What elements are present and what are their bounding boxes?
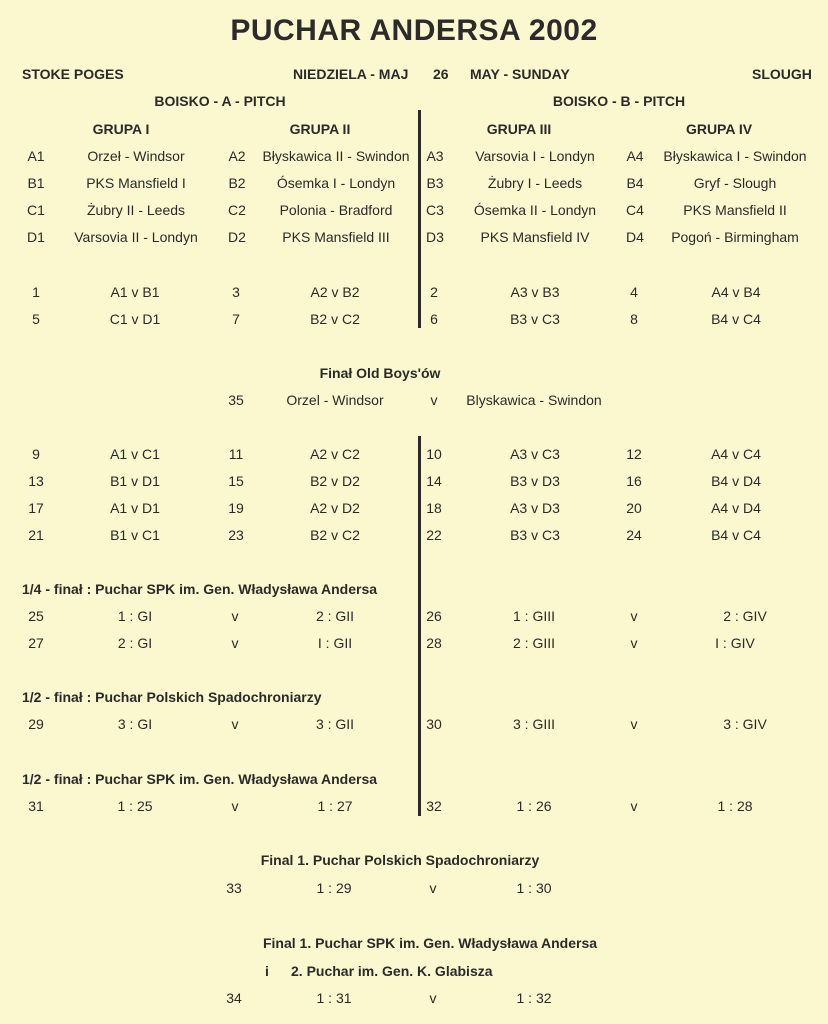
versus: v	[231, 716, 239, 732]
match-slot: 3 : GII	[315, 716, 355, 732]
final-para-heading: Final 1. Puchar Polskich Spadochroniarzy	[260, 852, 540, 868]
match-number: 20	[626, 500, 642, 516]
match-slot: 1 : 30	[516, 880, 552, 896]
team-code: C2	[228, 202, 246, 218]
team-code: B3	[426, 175, 444, 191]
versus: v	[630, 635, 638, 651]
match-slot: 1 : 27	[317, 798, 353, 814]
match-slot: I : GII	[317, 635, 353, 651]
match-pairing: C1 v D1	[109, 311, 161, 327]
match-number: 31	[28, 798, 44, 814]
match-number: 6	[430, 311, 438, 327]
date-polish: NIEDZIELA - MAJ	[293, 66, 409, 82]
match-pairing: A2 v C2	[310, 446, 360, 462]
match-pairing: B2 v D2	[310, 473, 360, 489]
team-code: D4	[626, 229, 644, 245]
team-code: A1	[27, 148, 45, 164]
team-code: C4	[626, 202, 644, 218]
match-pairing: B4 v D4	[711, 473, 761, 489]
team-name: Błyskawica I - Swindon	[663, 148, 807, 164]
match-number: 21	[28, 527, 44, 543]
match-pairing: A3 v D3	[510, 500, 560, 516]
pitch-b-heading: BOISKO - B - PITCH	[552, 93, 686, 109]
match-number: 35	[228, 392, 244, 408]
team-code: B2	[228, 175, 246, 191]
old-boys-team-2: Blyskawica - Swindon	[466, 392, 602, 408]
match-number: 34	[226, 990, 242, 1006]
versus: v	[630, 716, 638, 732]
pitch-divider-bottom	[418, 436, 421, 816]
match-number: 5	[32, 311, 40, 327]
group-2-heading: GRUPA II	[289, 121, 351, 137]
match-number: 9	[32, 446, 40, 462]
match-number: 7	[232, 311, 240, 327]
match-pairing: B1 v C1	[110, 527, 160, 543]
pitch-a-heading: BOISKO - A - PITCH	[154, 93, 286, 109]
semi-final-para-heading: 1/2 - finał : Puchar Polskich Spadochroniarzy	[22, 689, 322, 705]
match-number: 15	[228, 473, 244, 489]
match-number: 22	[426, 527, 442, 543]
team-code: C3	[426, 202, 444, 218]
old-boys-team-1: Orzel - Windsor	[286, 392, 384, 408]
match-pairing: A2 v B2	[310, 284, 360, 300]
team-code: D2	[228, 229, 246, 245]
page-title: PUCHAR ANDERSA 2002	[230, 14, 598, 47]
team-name: Błyskawica II - Swindon	[262, 148, 410, 164]
versus: v	[430, 392, 438, 408]
group-4-heading: GRUPA IV	[685, 121, 753, 137]
match-pairing: B4 v C4	[711, 311, 761, 327]
final-spk-heading: Final 1. Puchar SPK im. Gen. Władysława Andersa	[262, 935, 598, 951]
match-number: 19	[228, 500, 244, 516]
match-number: 18	[426, 500, 442, 516]
match-number: 26	[426, 608, 442, 624]
date-english: MAY - SUNDAY	[470, 66, 570, 82]
match-pairing: B1 v D1	[110, 473, 160, 489]
team-name: Polonia - Bradford	[279, 202, 393, 218]
team-code: A3	[426, 148, 444, 164]
versus: v	[231, 798, 239, 814]
match-number: 33	[226, 880, 242, 896]
match-number: 16	[626, 473, 642, 489]
match-slot: 1 : 26	[516, 798, 552, 814]
team-code: A2	[228, 148, 246, 164]
team-code: D1	[27, 229, 45, 245]
team-code: B1	[27, 175, 45, 191]
match-slot: 1 : GI	[117, 608, 153, 624]
match-number: 30	[426, 716, 442, 732]
team-name: PKS Mansfield II	[683, 202, 787, 218]
match-number: 13	[28, 473, 44, 489]
match-number: 17	[28, 500, 44, 516]
match-pairing: A3 v B3	[510, 284, 560, 300]
match-pairing: A3 v C3	[510, 446, 560, 462]
venue-right: SLOUGH	[752, 66, 812, 82]
team-code: D3	[426, 229, 444, 245]
quarter-final-heading: 1/4 - finał : Puchar SPK im. Gen. Władysława Andersa	[22, 581, 378, 597]
match-pairing: A1 v C1	[110, 446, 160, 462]
team-name: PKS Mansfield III	[282, 229, 390, 245]
versus: v	[231, 635, 239, 651]
match-slot: 1 : 32	[516, 990, 552, 1006]
final-spk-conjunction: i	[265, 963, 269, 979]
match-slot: 3 : GIII	[512, 716, 556, 732]
team-name: Varsovia I - Londyn	[475, 148, 595, 164]
match-number: 27	[28, 635, 44, 651]
match-slot: 2 : GIII	[512, 635, 556, 651]
match-slot: 2 : GI	[117, 635, 153, 651]
match-slot: I : GIV	[715, 635, 755, 651]
group-3-heading: GRUPA III	[486, 121, 552, 137]
match-slot: 2 : GII	[315, 608, 355, 624]
team-name: Orzeł - Windsor	[87, 148, 185, 164]
match-slot: 1 : 28	[717, 798, 753, 814]
team-name: Żubry I - Leeds	[487, 175, 583, 191]
versus: v	[630, 608, 638, 624]
team-code: B4	[626, 175, 644, 191]
final-spk-second-cup: 2. Puchar im. Gen. K. Glabisza	[291, 963, 493, 979]
match-number: 25	[28, 608, 44, 624]
pitch-divider-top	[418, 110, 421, 328]
match-slot: 3 : GI	[117, 716, 153, 732]
group-1-heading: GRUPA I	[92, 121, 150, 137]
versus: v	[429, 990, 437, 1006]
match-pairing: B2 v C2	[310, 311, 360, 327]
match-number: 12	[626, 446, 642, 462]
match-number: 32	[426, 798, 442, 814]
match-slot: 3 : GIV	[723, 716, 767, 732]
match-number: 23	[228, 527, 244, 543]
date-day: 26	[433, 66, 449, 82]
match-number: 29	[28, 716, 44, 732]
match-number: 4	[630, 284, 638, 300]
match-slot: 1 : 31	[316, 990, 352, 1006]
team-name: Żubry II - Leeds	[86, 202, 186, 218]
match-slot: 1 : 25	[117, 798, 153, 814]
versus: v	[630, 798, 638, 814]
team-name: Ósemka I - Londyn	[276, 175, 396, 191]
match-pairing: A1 v D1	[110, 500, 160, 516]
versus: v	[231, 608, 239, 624]
match-number: 11	[228, 446, 244, 462]
match-slot: 1 : 29	[316, 880, 352, 896]
match-slot: 1 : GIII	[512, 608, 556, 624]
team-name: Varsovia II - Londyn	[74, 229, 198, 245]
match-pairing: A1 v B1	[110, 284, 160, 300]
match-pairing: B4 v C4	[711, 527, 761, 543]
venue-left: STOKE POGES	[22, 66, 124, 82]
team-name: Ósemka II - Londyn	[473, 202, 597, 218]
match-number: 1	[32, 284, 40, 300]
match-number: 3	[232, 284, 240, 300]
match-pairing: A4 v B4	[711, 284, 761, 300]
semi-final-spk-heading: 1/2 - finał : Puchar SPK im. Gen. Władysława Andersa	[22, 771, 378, 787]
match-number: 14	[426, 473, 442, 489]
team-name: PKS Mansfield IV	[480, 229, 590, 245]
team-code: C1	[27, 202, 45, 218]
match-number: 8	[630, 311, 638, 327]
old-boys-heading: Finał Old Boys'ów	[319, 365, 441, 381]
team-name: Pogoń - Birmingham	[671, 229, 799, 245]
match-pairing: B3 v D3	[510, 473, 560, 489]
team-code: A4	[626, 148, 644, 164]
team-name: Gryf - Slough	[693, 175, 777, 191]
match-pairing: A2 v D2	[310, 500, 360, 516]
versus: v	[429, 880, 437, 896]
match-number: 24	[626, 527, 642, 543]
match-pairing: B3 v C3	[510, 527, 560, 543]
team-name: PKS Mansfield I	[86, 175, 186, 191]
match-pairing: A4 v D4	[711, 500, 761, 516]
match-number: 2	[430, 284, 438, 300]
match-slot: 2 : GIV	[723, 608, 767, 624]
match-number: 28	[426, 635, 442, 651]
match-pairing: A4 v C4	[711, 446, 761, 462]
match-number: 10	[426, 446, 442, 462]
match-pairing: B2 v C2	[310, 527, 360, 543]
match-pairing: B3 v C3	[510, 311, 560, 327]
